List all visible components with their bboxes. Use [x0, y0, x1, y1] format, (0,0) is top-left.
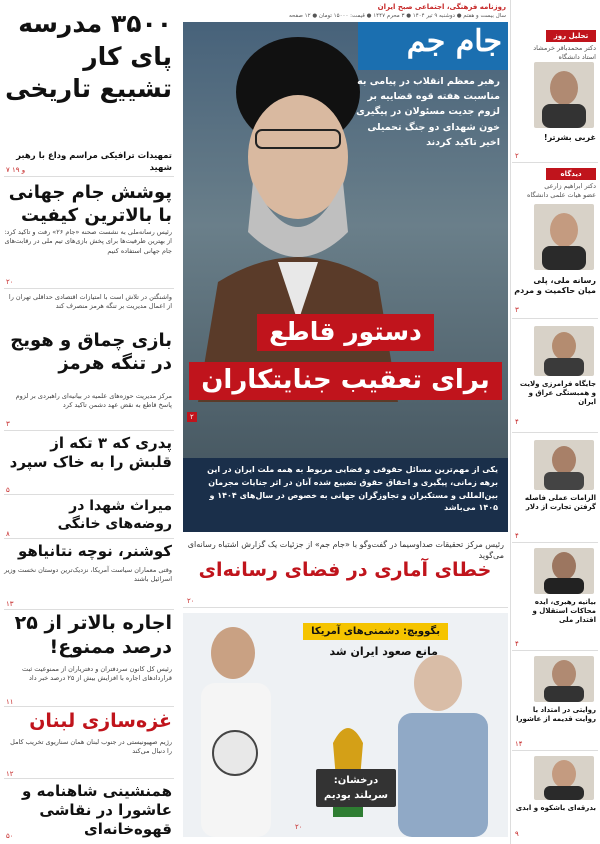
divider — [4, 609, 174, 610]
page-ref-r2: ۳ — [515, 306, 519, 314]
divider — [512, 162, 598, 163]
media-headline[interactable]: خطای آماری در فضای رسانه‌ای — [198, 559, 492, 581]
author-photo-2 — [534, 204, 594, 270]
main-headline-2[interactable]: برای تعقیب جنایتکاران — [189, 362, 502, 400]
main-headline-wrap — [183, 314, 508, 351]
author-photo-3 — [534, 326, 594, 376]
author-photo-4 — [534, 440, 594, 490]
bottom-section — [183, 535, 508, 844]
title-7[interactable]: بدرقه‌ای باشکوه و ابدی — [515, 804, 596, 812]
sub-schools: تمهیدات ترافیکی مراسم وداع با رهبر شهید — [16, 151, 172, 174]
headline-rent[interactable]: اجاره بالاتر از ۲۵ درصد ممنوع! — [14, 612, 172, 658]
headline-hormuz[interactable]: بازی چماق و هویج در تنگه هرمز — [10, 330, 172, 374]
sports-photo — [183, 613, 508, 837]
headline-shahnameh[interactable]: همنشینی شاهنامه و عاشورا در نقاشی قهوه‌خانه‌ای — [22, 782, 172, 838]
divider — [4, 706, 174, 707]
masthead-date: سال بیست و هفتم ● دوشنبه ۹ تیر ۱۴۰۴ ● ۳ محرم ۱۴۴۷ ● قیمت: ۱۵۰۰۰ تومان ● ۱۲ صفحه — [288, 13, 506, 19]
author-photo-5 — [534, 548, 594, 594]
sub-lebanon: رژیم صهیونیستی در جنوب لبنان همان سناریوی تخریب کامل را دنبال می‌کند — [10, 738, 172, 756]
page-ref-lebanon: ۱۲ — [6, 770, 14, 778]
divider — [4, 494, 174, 495]
page-ref-r3: ۴ — [515, 418, 519, 426]
sub-world-cup: رئیس رسانه‌ملی به نشست صحنه «جام ۲۶» رفت و تاکید کرد: از بهترین ظرفیت‌ها برای پخش بازی‌های تیم ملی در رقابت‌های جام جهانی استفاده کنیم — [4, 228, 172, 255]
title-4[interactable]: الزامات عملی فاصله گرفتن تجارت از دلار — [524, 494, 596, 512]
page-ref-father: ۵ — [6, 486, 10, 494]
page-ref-r7: ۹ — [515, 830, 519, 838]
page-ref-schools: ۷ و ۱۹ — [6, 166, 26, 174]
main-lead: رهبر معظم انقلاب در پیامی به مناسبت هفته قوه قضاییه بر لزوم جدیت مسئولان در پیگیری خون شهدای دو جنگ تحمیلی اخیر تاکید کردند — [356, 76, 500, 148]
left-column — [0, 0, 180, 844]
media-page-ref: ۲۰ — [187, 597, 195, 605]
masthead-bar — [180, 0, 510, 22]
sports-page-ref: ۲۰ — [295, 823, 303, 831]
divider — [4, 778, 174, 779]
title-2[interactable]: رسانه ملی، پلی میان حاکمیت و مردم — [514, 276, 596, 296]
media-kicker: رئیس مرکز تحقیقات صداوسیما در گفت‌وگو با «جام جم» از جزئیات یک گزارش اشتباه رسانه‌ای می‌گوید — [187, 540, 504, 561]
title-6[interactable]: روایتی در امتداد با روایت قدیمه از عاشورا — [516, 706, 596, 724]
title-3[interactable]: جایگاه فرامرزی ولایت و همبستگی عراق و ایران — [519, 380, 596, 407]
right-column — [510, 0, 600, 844]
page-ref-r4: ۴ — [515, 532, 519, 540]
role-2: عضو هیات علمی دانشگاه — [526, 191, 596, 199]
sub-rent: رئیس کل کانون سردفتران و دفتریاران از ممنوعیت ثبت قراردادهای اجاره با افزایش بیش از ۲۵ درصد خبر داد — [22, 665, 172, 683]
divider — [512, 650, 598, 651]
divider — [4, 176, 174, 177]
divider — [512, 432, 598, 433]
sports-quote-title-2: مانع صعود ایران شد — [329, 645, 438, 658]
divider — [512, 542, 598, 543]
masthead-info: روزنامه فرهنگی، اجتماعی صبح ایران — [377, 3, 506, 11]
page-ref-shahnameh: ۵۰ — [6, 832, 14, 840]
page-ref-world-cup: ۲۰ — [6, 278, 14, 286]
divider — [4, 538, 174, 539]
title-1[interactable]: غربی بشرتر! — [543, 133, 596, 142]
sports-dark-quote[interactable]: درخشان: سربلند بودیم — [316, 769, 396, 807]
divider — [183, 607, 508, 608]
page-ref-kushner: ۱۳ — [6, 600, 14, 608]
role-1: استاد دانشگاه — [558, 53, 596, 61]
headline-lebanon[interactable]: غزه‌سازی لبنان — [29, 710, 172, 732]
headline-father[interactable]: پدری که ۳ تکه از قلبش را به خاک سپرد — [9, 434, 172, 471]
title-5[interactable]: بیانیه رهبری، ایده محاکات استقلال و اقتدار ملی — [532, 598, 596, 625]
logo: جام جم — [406, 24, 502, 59]
page-ref-rent: ۱۱ — [6, 698, 14, 706]
main-page-ref: ۲ — [187, 412, 197, 422]
main-body: یکی از مهم‌ترین مسائل حقوقی و قضایی مربوط به همه ملت ایران در این برهه زمانی، پیگیری و احقاق حقوق تضییع شده آنان در اثر جنایات مجرمان بین‌المللی و مستکبران و تجاوزگران جهانی به خصوص در سال‌های ۱۴۰۴ و ۱۴۰۵ می‌باشد — [207, 465, 498, 513]
page-ref-hormuz: ۳ — [6, 420, 10, 428]
author-2: دکتر ابراهیم زارعی — [544, 182, 596, 190]
page-ref-r6: ۱۴ — [515, 740, 523, 748]
author-photo-6 — [534, 656, 594, 702]
headline-kushner[interactable]: کوشنر، نوچه نتانیاهو — [18, 542, 172, 560]
author-photo-7 — [534, 756, 594, 800]
headline-world-cup[interactable]: پوشش جام جهانی با بالاترین کیفیت — [8, 182, 172, 226]
tag-viewpoint: دیدگاه — [546, 168, 596, 180]
headline-martyrs[interactable]: میراث شهدا در روضه‌های خانگی — [57, 498, 172, 532]
page-ref-r1: ۲ — [515, 152, 519, 160]
main-headline-1[interactable]: دستور قاطع — [257, 314, 434, 351]
divider — [512, 750, 598, 751]
page-ref-martyrs: ۸ — [6, 530, 10, 538]
author-1: دکتر محمدباقر خرمشاد — [533, 44, 596, 52]
sub-kushner: وقتی معماران سیاست آمریکا، نزدیک‌ترین دوستان نخست وزیر اسرائیل باشند — [4, 566, 172, 584]
divider — [4, 288, 174, 289]
headline-schools[interactable]: ۳۵۰۰ مدرسه پای کار تشییع تاریخی — [5, 9, 172, 103]
divider — [512, 318, 598, 319]
sports-quote-title[interactable]: بگوویچ: دشمنی‌های آمریکا — [303, 623, 448, 640]
tag-analysis: تحلیل روز — [546, 30, 596, 42]
main-body-box — [183, 458, 508, 532]
page-ref-r5: ۴ — [515, 640, 519, 648]
sub-washington: واشنگتن در تلاش است با امتیازات اقتصادی حداقلی تهران را از اعمال مدیریت بر تنگه هرمز منصرف کند — [8, 293, 172, 311]
main-photo — [183, 22, 508, 532]
main-headline-wrap — [183, 362, 508, 400]
divider — [4, 430, 174, 431]
sub-hormuz: مرکز مدیریت حوزه‌های علمیه در بیانیه‌ای راهبردی بر لزوم پاسخ قاطع به نقض عهد دشمن تاکید کرد — [15, 392, 172, 410]
author-photo-1 — [534, 62, 594, 128]
